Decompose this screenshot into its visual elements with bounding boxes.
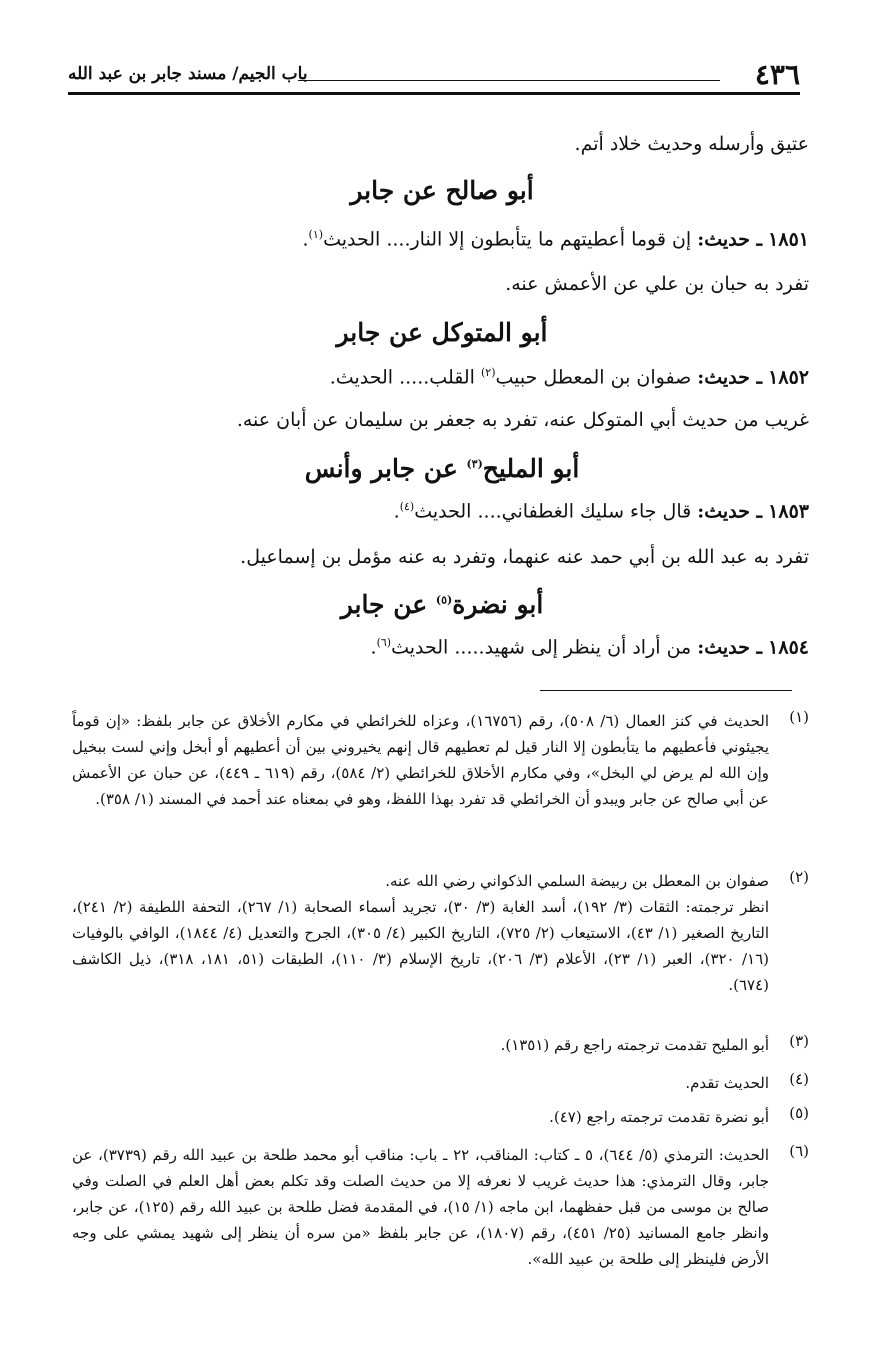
hadith-entry-1852: ١٨٥٢ ـ حديث: صفوان بن المعطل حبيب$^{(٢)}$ القلب..... الحديث. [329, 366, 809, 389]
hadith-number: ١٨٥٢ [768, 366, 809, 389]
footnote-ref: (٤) [399, 500, 415, 513]
footnote-text: الحديث في كنز العمال (٦/ ٥٠٨)، رقم (١٦٧٥٦)، وعزاه للخرائطي في مكارم الأخلاق عن جابر بلفظ: «إن قوماً يجيئوني فأعطيهم ما يتأبطون إلا النار قيل لم تعطيهم قال إنهم يخيروني بين أن أعطيهم أو أبخل وإني لست ببخيل وإن الله لم يرض لي البخل»، وفي مكارم الأخلاق للخرائطي (٢/ ٥٨٤)، رقم (٦١٩ ـ ٤٤٩)، عن حبان عن الأعمش عن أبي صالح عن جابر ويبدو أن الخرائطي قد تفرد بهذا اللفظ، وهو في بمعناه عند أحمد في المسند (١/ ٣٥٨). [72, 712, 770, 808]
hadith-entry-1853: ١٨٥٣ ـ حديث: قال جاء سليك الغطفاني.... الحديث$^{(٤)}$. [393, 500, 809, 523]
footnote-marker: (٣) [789, 1032, 809, 1050]
hadith-entry-1851: ١٨٥١ ـ حديث: إن قوما أعطيتهم ما يتأبطون إلا النار.... الحديث$^{(١)}$. [302, 228, 809, 251]
footnote-text: الحديث تقدم. [685, 1074, 769, 1092]
footnote-text: أبو المليح تقدمت ترجمته راجع رقم (١٣٥١). [500, 1036, 769, 1054]
footnote-2 [72, 868, 809, 998]
page-number: ٤٣٦ [754, 58, 800, 91]
footnote-ref: (١) [308, 228, 324, 241]
section-heading-3: أبو المليح$^{(٣)}$ عن جابر وأنس [304, 454, 580, 483]
section-heading-1: أبو صالح عن جابر [350, 176, 534, 205]
intro-line: عتيق وأرسله وحديث خلاد أتم. [574, 133, 809, 155]
hadith-entry-1854: ١٨٥٤ ـ حديث: من أراد أن ينظر إلى شهيد..... الحديث$^{(٦)}$. [370, 636, 809, 659]
hadith-number: ١٨٥٤ [768, 636, 809, 659]
footnote-text-continued: انظر ترجمته: الثقات (٣/ ١٩٢)، أسد الغابة (٣/ ٣٠)، تجريد أسماء الصحابة (١/ ٢٦٧)، التحفة اللطيفة (٢/ ٢٤١)، التاريخ الصغير (١/ ٤٣)، الاستيعاب (٢/ ٧٢٥)، التاريخ الكبير (٤/ ٣٠٥)، الجرح والتعديل (٤/ ١٨٤٤)، الوافي بالوفيات (١٦/ ٣٢٠)، العبر (١/ ٢٣)، الأعلام (٣/ ٢٠٦)، تاريخ الإسلام (٣/ ١١٠)، الطبقات (٥١، ١٨١، ٣١٨)، ذيل الكاشف (٦٧٤). [72, 898, 770, 994]
footnote-ref: (٢) [480, 366, 496, 379]
footnote-marker: (٥) [789, 1104, 809, 1122]
footnote-marker: (٢) [789, 868, 809, 886]
comment-1853: تفرد به عبد الله بن أبي حمد عنه عنهما، وتفرد به عنه مؤمل بن إسماعيل. [240, 546, 809, 568]
footnote-marker: (١) [789, 708, 809, 726]
comment-1852: غريب من حديث أبي المتوكل عنه، تفرد به جعفر بن سليمان عن أبان عنه. [236, 409, 809, 431]
running-header [68, 60, 800, 92]
footnote-4 [72, 1070, 809, 1096]
hadith-number: ١٨٥١ [768, 228, 809, 251]
footnote-6 [72, 1142, 809, 1272]
header-rule [68, 92, 800, 95]
header-rule-thin [298, 80, 720, 81]
hadith-number: ١٨٥٣ [768, 500, 809, 523]
footnote-3 [72, 1032, 809, 1058]
footnote-separator [540, 690, 792, 691]
section-heading-4: أبو نضرة$^{(٥)}$ عن جابر [340, 590, 544, 619]
footnote-marker: (٤) [789, 1070, 809, 1088]
footnote-ref: (٦) [376, 636, 392, 649]
footnote-5 [72, 1104, 809, 1130]
footnote-text: الحديث: الترمذي (٥/ ٦٤٤)، ٥ ـ كتاب: المناقب، ٢٢ ـ باب: مناقب أبو محمد طلحة بن عبيد الله رقم (٣٧٣٩)، عن جابر، وقال الترمذي: هذا حديث غريب لا نعرفه إلا من حديث الصلت وقد تكلم بعض أهل العلم في الصلت وفي صالح بن موسى من قبل حفظهما، ابن ماجه (١/ ١٥)، في المقدمة فضل طلحة بن عبيد الله رقم (١٢٥)، عن جابر، وانظر جامع المسانيد (٢٥/ ٤٥١)، رقم (١٨٠٧)، عن جابر بلفظ «من سره أن ينظر إلى شهيد يمشي على وجه الأرض فلينظر إلى طلحة بن عبيد الله». [72, 1146, 770, 1268]
footnote-text: أبو نضرة تقدمت ترجمته راجع (٤٧). [549, 1108, 769, 1126]
footnote-marker: (٦) [789, 1142, 809, 1160]
footnote-1 [72, 708, 809, 812]
running-title: باب الجيم/ مسند جابر بن عبد الله [68, 64, 308, 84]
section-heading-2: أبو المتوكل عن جابر [336, 318, 548, 347]
comment-1851: تفرد به حبان بن علي عن الأعمش عنه. [505, 273, 809, 295]
footnote-text: صفوان بن المعطل بن ربيضة السلمي الذكواني رضي الله عنه. [385, 872, 769, 890]
